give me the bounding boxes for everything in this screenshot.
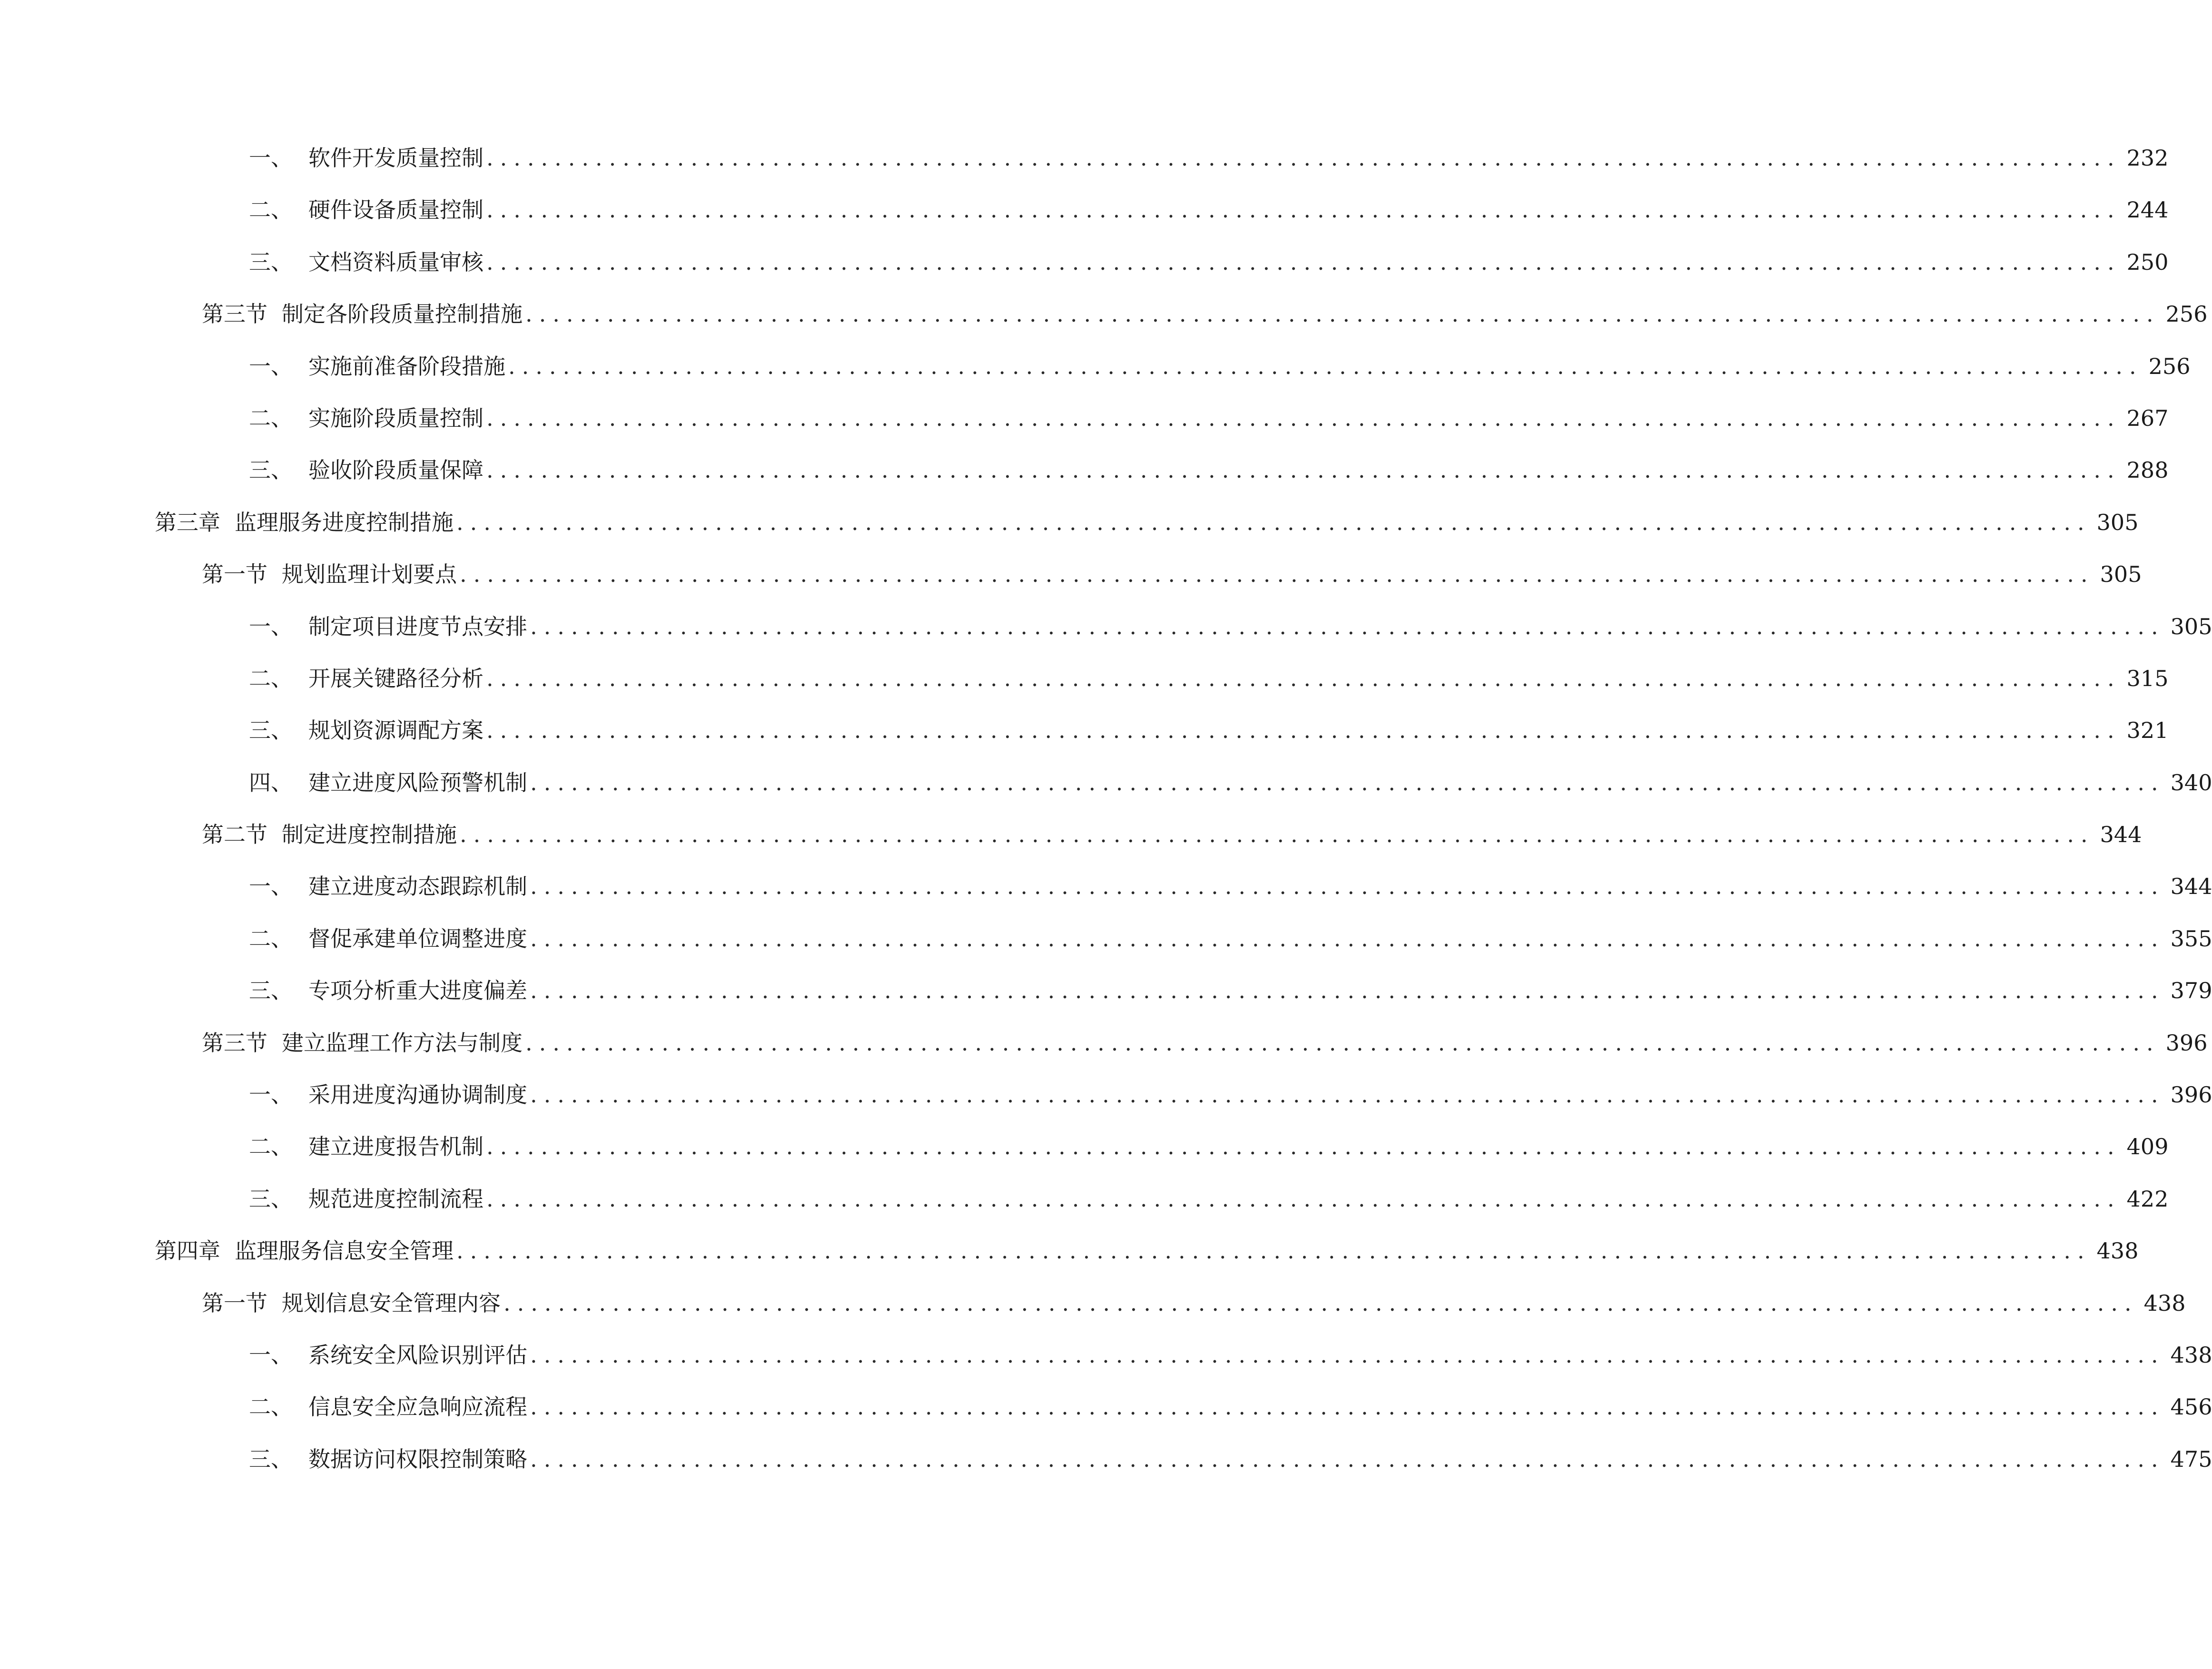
- toc-entry-title: 建立监理工作方法与制度: [282, 1030, 523, 1056]
- toc-entry-page-number: 422: [2126, 1186, 2169, 1212]
- dot-leader: ........................................................................................................................: [486, 405, 2121, 431]
- toc-entry[interactable]: [0, 809, 2142, 861]
- toc-entry-title: 实施前准备阶段措施: [308, 353, 505, 379]
- toc-entry-title: 制定各阶段质量控制措施: [282, 301, 523, 327]
- toc-entry-title: 制定项目进度节点安排: [308, 613, 527, 639]
- dot-leader: ........................................................................................................................: [530, 1446, 2165, 1472]
- toc-entry-number: 第一节: [202, 1290, 267, 1316]
- dot-leader: ........................................................................................................................: [486, 145, 2121, 171]
- dot-leader: ........................................................................................................................: [486, 1186, 2121, 1212]
- toc-entry-title: 硬件设备质量控制: [308, 197, 484, 223]
- toc-entry-title: 规划资源调配方案: [308, 717, 484, 744]
- toc-entry-title: 信息安全应急响应流程: [308, 1394, 527, 1420]
- toc-entry-number: 一、: [249, 613, 293, 639]
- dot-leader: ........................................................................................................................: [486, 457, 2121, 483]
- dot-leader: ........................................................................................................................: [486, 197, 2121, 223]
- toc-entry[interactable]: [0, 861, 2212, 913]
- dot-leader: ........................................................................................................................: [530, 1394, 2165, 1420]
- dot-leader: ........................................................................................................................: [456, 1238, 2091, 1264]
- toc-entry-page-number: 288: [2126, 457, 2169, 483]
- toc-entry-number: 二、: [249, 405, 293, 431]
- toc-entry-page-number: 244: [2126, 197, 2169, 223]
- toc-entry-title: 系统安全风险识别评估: [308, 1342, 527, 1368]
- dot-leader: ........................................................................................................................: [530, 1082, 2165, 1108]
- toc-entry-number: 三、: [249, 1446, 293, 1472]
- toc-entry-page-number: 438: [2096, 1238, 2139, 1264]
- toc-entry-title: 建立进度报告机制: [308, 1134, 484, 1160]
- toc-entry-title: 软件开发质量控制: [308, 145, 484, 171]
- toc-entry-title: 专项分析重大进度偏差: [308, 978, 527, 1004]
- toc-entry-number: 三、: [249, 717, 293, 744]
- dot-leader: ........................................................................................................................: [460, 822, 2094, 848]
- toc-entry-page-number: 250: [2126, 249, 2169, 275]
- toc-entry-page-number: 232: [2126, 145, 2169, 171]
- dot-leader: ........................................................................................................................: [530, 1342, 2165, 1368]
- toc-entry[interactable]: [0, 653, 2169, 705]
- toc-entry-page-number: 379: [2170, 978, 2212, 1004]
- toc-entry-number: 二、: [249, 1394, 293, 1420]
- toc-entry[interactable]: [0, 184, 2169, 236]
- toc-entry[interactable]: [0, 288, 2208, 340]
- dot-leader: ........................................................................................................................: [530, 925, 2165, 952]
- toc-entry-page-number: 396: [2170, 1082, 2212, 1108]
- toc-entry[interactable]: [0, 132, 2169, 184]
- toc-entry-number: 一、: [249, 353, 293, 379]
- toc-entry-page-number: 409: [2126, 1134, 2169, 1160]
- toc-entry-page-number: 256: [2165, 301, 2208, 327]
- toc-entry-title: 规范进度控制流程: [308, 1186, 484, 1212]
- toc-entry-title: 监理服务进度控制措施: [235, 509, 454, 535]
- toc-entry-title: 规划信息安全管理内容: [282, 1290, 501, 1316]
- toc-entry[interactable]: [0, 341, 2191, 393]
- toc-entry-page-number: 456: [2170, 1394, 2212, 1420]
- toc-entry-title: 建立进度风险预警机制: [308, 769, 527, 795]
- toc-entry-page-number: 267: [2126, 405, 2169, 431]
- toc-entry[interactable]: [0, 393, 2169, 444]
- toc-entry-number: 第三节: [202, 301, 267, 327]
- dot-leader: ........................................................................................................................: [530, 874, 2165, 900]
- toc-entry-number: 二、: [249, 197, 293, 223]
- dot-leader: ........................................................................................................................: [525, 1030, 2160, 1056]
- toc-entry-title: 验收阶段质量保障: [308, 457, 484, 483]
- toc-entry-title: 实施阶段质量控制: [308, 405, 484, 431]
- dot-leader: ........................................................................................................................: [525, 301, 2160, 327]
- toc-entry-number: 一、: [249, 874, 293, 900]
- toc-entry-page-number: 438: [2143, 1290, 2186, 1316]
- toc-entry-title: 监理服务信息安全管理: [235, 1238, 454, 1264]
- toc-entry-page-number: 355: [2170, 925, 2212, 952]
- toc-entry-page-number: 340: [2170, 769, 2212, 795]
- toc-entry-page-number: 438: [2170, 1342, 2212, 1368]
- toc-entry[interactable]: [0, 1381, 2212, 1433]
- toc-entry-number: 二、: [249, 665, 293, 691]
- toc-entry-title: 开展关键路径分析: [308, 665, 484, 691]
- toc-entry-number: 第一节: [202, 561, 267, 588]
- dot-leader: ........................................................................................................................: [530, 613, 2165, 639]
- dot-leader: ........................................................................................................................: [486, 1134, 2121, 1160]
- toc-entry-page-number: 315: [2126, 665, 2169, 691]
- toc-entry-number: 二、: [249, 925, 293, 952]
- toc-entry-title: 文档资料质量审核: [308, 249, 484, 275]
- toc-entry-page-number: 396: [2165, 1030, 2208, 1056]
- toc-entry-title: 规划监理计划要点: [282, 561, 457, 588]
- dot-leader: ........................................................................................................................: [508, 353, 2143, 379]
- toc-entry[interactable]: [0, 601, 2212, 653]
- toc-entry[interactable]: [0, 1121, 2169, 1173]
- dot-leader: ........................................................................................................................: [486, 717, 2121, 744]
- toc-entry-page-number: 321: [2126, 717, 2169, 744]
- toc-entry-number: 三、: [249, 249, 293, 275]
- toc-entry[interactable]: [0, 1433, 2212, 1485]
- dot-leader: ........................................................................................................................: [486, 249, 2121, 275]
- toc-entry[interactable]: [0, 549, 2142, 600]
- toc-entry[interactable]: [0, 705, 2169, 756]
- toc-entry-number: 第四章: [155, 1238, 220, 1264]
- toc-entry-number: 三、: [249, 457, 293, 483]
- toc-entry-title: 采用进度沟通协调制度: [308, 1082, 527, 1108]
- dot-leader: ........................................................................................................................: [504, 1290, 2138, 1316]
- dot-leader: ........................................................................................................................: [530, 769, 2165, 795]
- toc-entry-number: 四、: [249, 769, 293, 795]
- toc-entry-number: 一、: [249, 1342, 293, 1368]
- toc-entry[interactable]: [0, 1173, 2169, 1225]
- toc-entry-number: 一、: [249, 145, 293, 171]
- toc-entry-title: 数据访问权限控制策略: [308, 1446, 527, 1472]
- dot-leader: ........................................................................................................................: [456, 509, 2091, 535]
- toc-entry[interactable]: [0, 1329, 2212, 1381]
- toc-entry[interactable]: [0, 497, 2139, 549]
- toc-entry-page-number: 305: [2096, 509, 2139, 535]
- toc-entry-page-number: 256: [2148, 353, 2191, 379]
- toc-entry[interactable]: [0, 757, 2212, 809]
- toc-entry-page-number: 475: [2170, 1446, 2212, 1472]
- dot-leader: ........................................................................................................................: [530, 978, 2165, 1004]
- toc-entry[interactable]: [0, 913, 2212, 965]
- toc-entry-number: 三、: [249, 978, 293, 1004]
- toc-entry[interactable]: [0, 1069, 2212, 1121]
- dot-leader: ........................................................................................................................: [460, 561, 2094, 588]
- toc-entry-page-number: 305: [2100, 561, 2142, 588]
- toc-entry-title: 督促承建单位调整进度: [308, 925, 527, 952]
- table-of-contents: [0, 132, 2212, 1485]
- toc-entry-page-number: 344: [2170, 874, 2212, 900]
- toc-entry-page-number: 344: [2100, 822, 2142, 848]
- toc-entry[interactable]: [0, 444, 2169, 496]
- toc-entry[interactable]: [0, 236, 2169, 288]
- toc-entry-page-number: 305: [2170, 613, 2212, 639]
- toc-entry-number: 三、: [249, 1186, 293, 1212]
- dot-leader: ........................................................................................................................: [486, 665, 2121, 691]
- toc-entry[interactable]: [0, 1017, 2208, 1069]
- toc-entry-number: 第二节: [202, 822, 267, 848]
- toc-entry-number: 一、: [249, 1082, 293, 1108]
- toc-entry-title: 建立进度动态跟踪机制: [308, 874, 527, 900]
- toc-entry-number: 二、: [249, 1134, 293, 1160]
- toc-entry[interactable]: [0, 1225, 2139, 1277]
- toc-entry[interactable]: [0, 965, 2212, 1017]
- toc-entry-number: 第三节: [202, 1030, 267, 1056]
- toc-entry[interactable]: [0, 1277, 2186, 1329]
- toc-entry-title: 制定进度控制措施: [282, 822, 457, 848]
- toc-entry-number: 第三章: [155, 509, 220, 535]
